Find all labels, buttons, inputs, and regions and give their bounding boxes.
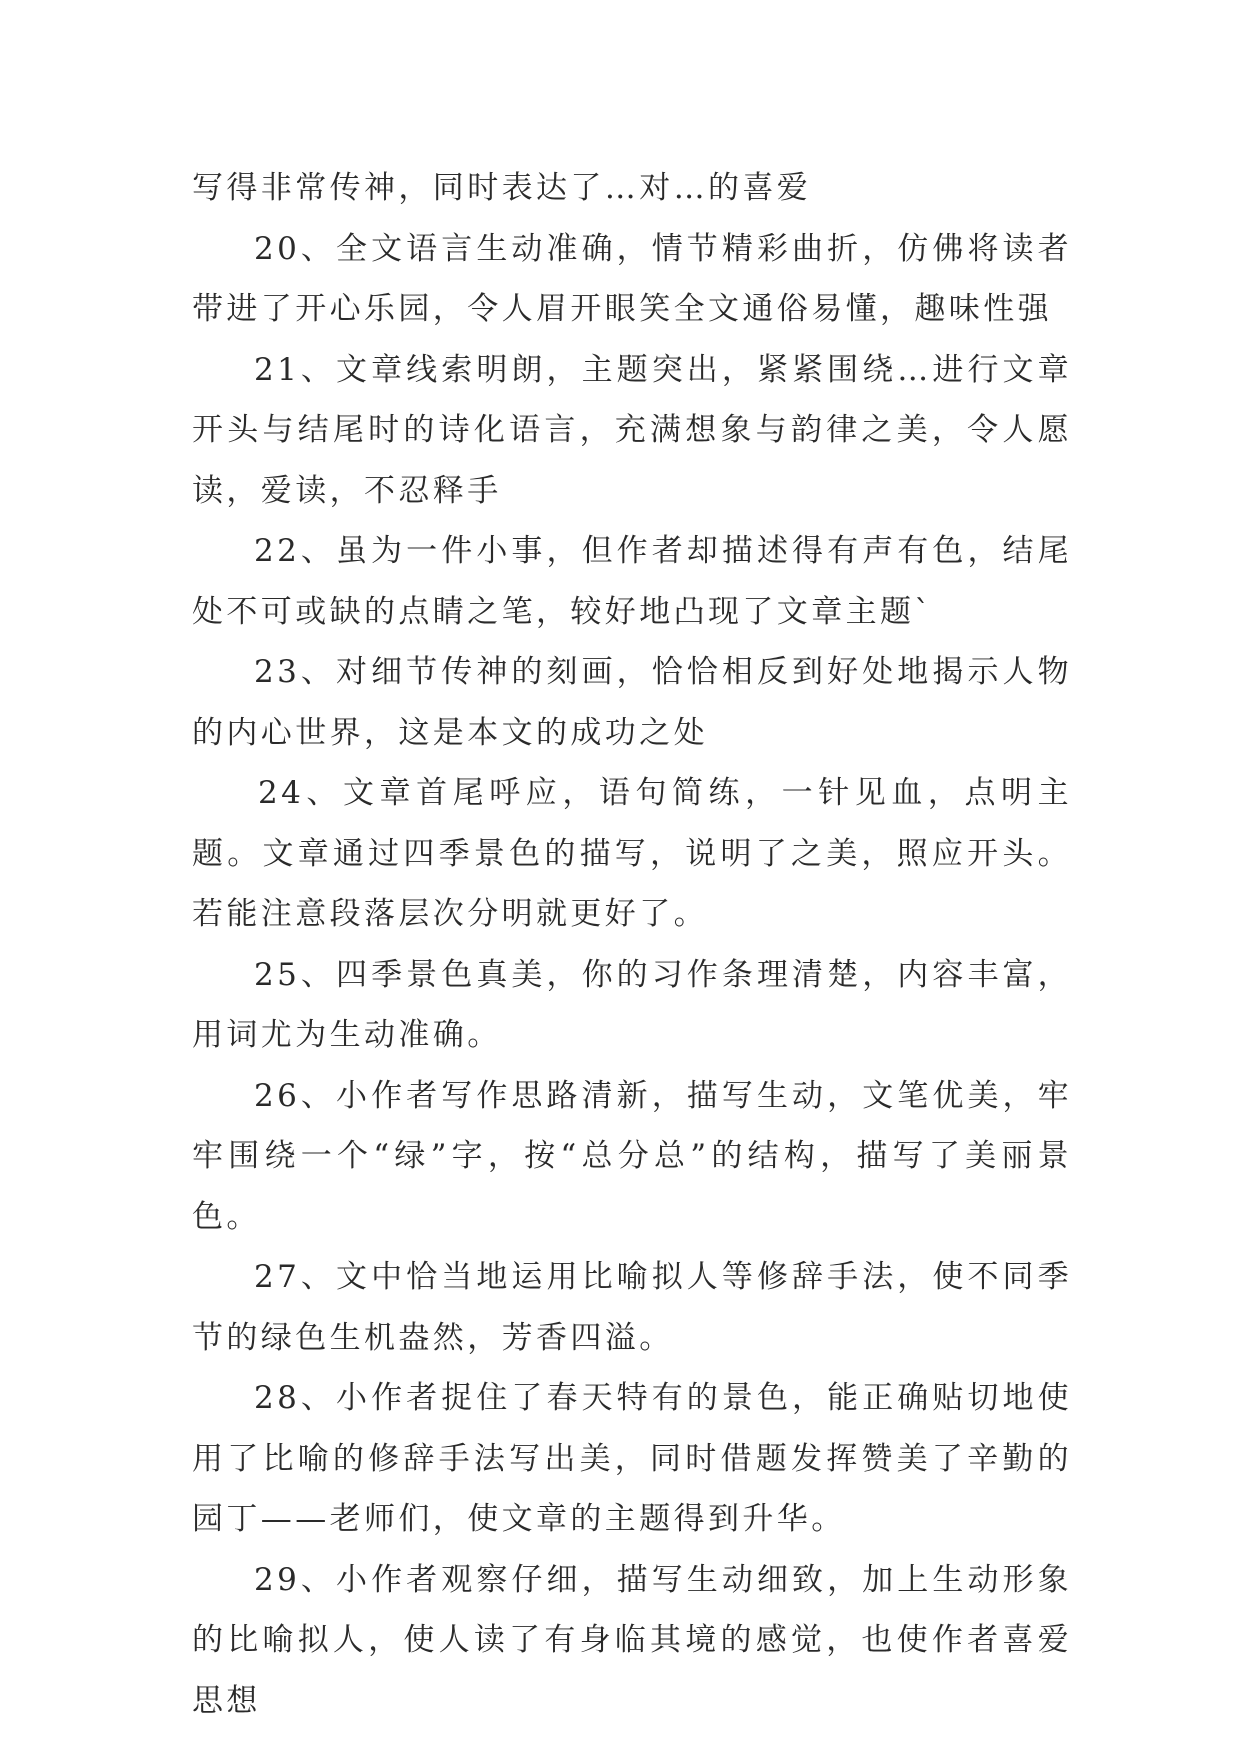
body-text xyxy=(192,158,1072,1731)
paragraph-23: 23、对细节传神的刻画，恰恰相反到好处地揭示人物的内心世界，这是本文的成功之处 xyxy=(192,654,1072,751)
paragraph-21: 21、文章线索明朗，主题突出，紧紧围绕…进行文章开头与结尾时的诗化语言，充满想象与韵律之美，令人愿读，爱读，不忍释手 xyxy=(192,351,1072,509)
paragraph-25: 25、四季景色真美，你的习作条理清楚，内容丰富，用词尤为生动准确。 xyxy=(192,956,1072,1053)
paragraph-26: 26、小作者写作思路清新，描写生动，文笔优美，牢牢围绕一个“绿”字，按“总分总”的结构，描写了美丽景色。 xyxy=(192,1077,1072,1235)
paragraph-29: 29、小作者观察仔细，描写生动细致，加上生动形象的比喻拟人，使人读了有身临其境的感觉，也使作者喜爱思想 xyxy=(192,1561,1072,1719)
paragraph-continuation: 写得非常传神，同时表达了…对…的喜爱 xyxy=(192,170,812,206)
paragraph-20: 20、全文语言生动准确，情节精彩曲折，仿佛将读者带进了开心乐园，令人眉开眼笑全文通俗易懂，趣味性强 xyxy=(192,230,1072,327)
paragraph-27: 27、文中恰当地运用比喻拟人等修辞手法，使不同季节的绿色生机盎然，芳香四溢。 xyxy=(192,1259,1072,1356)
paragraph-24: 24、文章首尾呼应，语句简练，一针见血，点明主题。文章通过四季景色的描写，说明了之美，照应开头。若能注意段落层次分明就更好了。 xyxy=(192,775,1072,932)
paragraph-28: 28、小作者捉住了春天特有的景色，能正确贴切地使用了比喻的修辞手法写出美，同时借题发挥赞美了辛勤的园丁——老师们，使文章的主题得到升华。 xyxy=(192,1380,1072,1537)
paragraph-22: 22、虽为一件小事，但作者却描述得有声有色，结尾处不可或缺的点睛之笔，较好地凸现了文章主题` xyxy=(192,533,1072,630)
